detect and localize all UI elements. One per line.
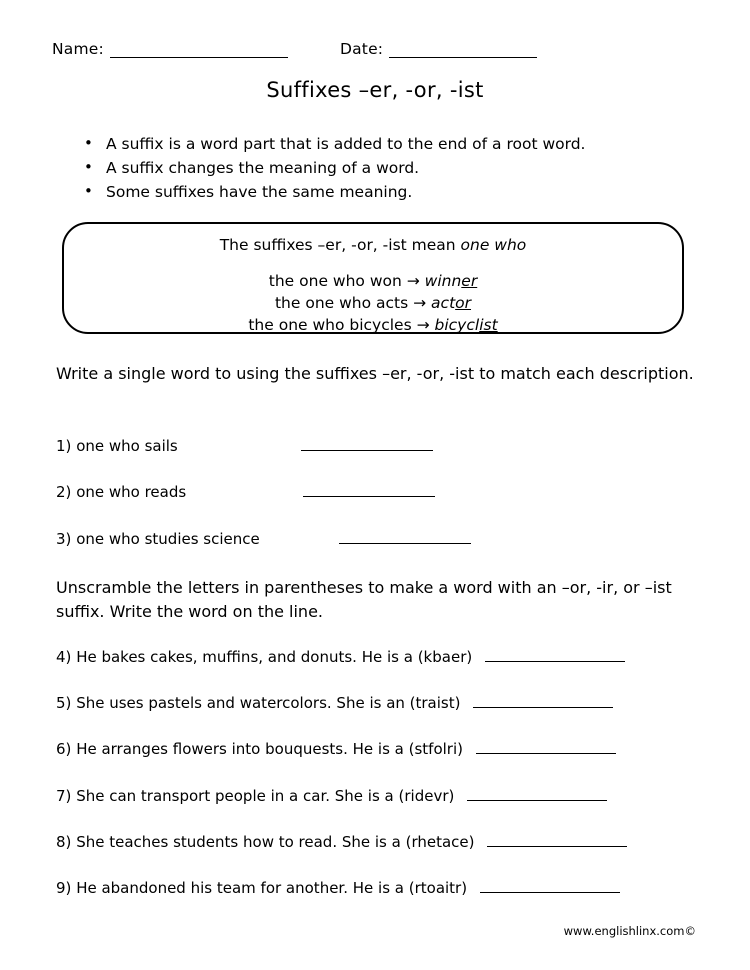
question-item bbox=[56, 648, 625, 666]
question-text: one who sails bbox=[76, 437, 178, 455]
question-item bbox=[56, 694, 613, 712]
definition-example bbox=[64, 314, 682, 336]
question-number: 2) bbox=[56, 483, 72, 501]
question-text: He bakes cakes, muffins, and donuts. He is a (kbaer) bbox=[76, 648, 473, 666]
question-number: 4) bbox=[56, 648, 72, 666]
header-fields bbox=[52, 40, 698, 58]
date-label: Date: bbox=[339, 40, 384, 58]
answer-blank[interactable] bbox=[480, 879, 620, 893]
question-item bbox=[56, 437, 433, 455]
example-suffix: or bbox=[455, 294, 472, 312]
example-prefix: the one who bicycles → bbox=[248, 316, 435, 334]
example-prefix: the one who acts → bbox=[274, 294, 432, 312]
date-field bbox=[340, 40, 537, 58]
definition-heading-plain: The suffixes –er, -or, -ist mean bbox=[219, 236, 461, 254]
name-label: Name: bbox=[52, 40, 104, 58]
date-write-line[interactable] bbox=[389, 43, 537, 58]
site-credit: www.englishlinx.com© bbox=[563, 924, 696, 938]
question-item bbox=[56, 833, 627, 851]
question-item bbox=[56, 879, 620, 897]
definition-heading bbox=[64, 236, 682, 254]
example-root: act bbox=[431, 294, 456, 312]
question-number: 7) bbox=[56, 787, 72, 805]
question-number: 9) bbox=[56, 879, 72, 897]
question-text: She uses pastels and watercolors. She is an (traist) bbox=[76, 694, 461, 712]
list-item: • A suffix is a word part that is added to the end of a root word. bbox=[84, 132, 585, 156]
answer-blank[interactable] bbox=[485, 648, 625, 662]
question-item bbox=[56, 530, 471, 548]
answer-blank[interactable] bbox=[473, 694, 613, 708]
name-write-line[interactable] bbox=[110, 43, 288, 58]
list-item: • A suffix changes the meaning of a word. bbox=[84, 156, 585, 180]
example-root: bicycl bbox=[434, 316, 480, 334]
section1-instruction: Write a single word to using the suffixes –er, -or, -ist to match each description. bbox=[56, 364, 694, 383]
question-text: one who studies science bbox=[76, 530, 260, 548]
list-item: • Some suffixes have the same meaning. bbox=[84, 180, 585, 204]
example-prefix: the one who won → bbox=[268, 272, 425, 290]
question-number: 6) bbox=[56, 740, 72, 758]
question-text: one who reads bbox=[76, 483, 187, 501]
question-text: She can transport people in a car. She is a (ridevr) bbox=[76, 787, 455, 805]
answer-blank[interactable] bbox=[476, 740, 616, 754]
name-field bbox=[52, 40, 288, 58]
example-suffix: ist bbox=[479, 316, 498, 334]
question-number: 8) bbox=[56, 833, 72, 851]
answer-blank[interactable] bbox=[303, 483, 435, 497]
question-text: She teaches students how to read. She is a (rhetace) bbox=[76, 833, 475, 851]
question-number: 3) bbox=[56, 530, 72, 548]
answer-blank[interactable] bbox=[301, 437, 433, 451]
question-item bbox=[56, 740, 616, 758]
question-text: He abandoned his team for another. He is a (rtoaitr) bbox=[76, 879, 468, 897]
question-item bbox=[56, 483, 435, 501]
definition-heading-italic: one who bbox=[460, 236, 527, 254]
question-number: 5) bbox=[56, 694, 72, 712]
question-text: He arranges flowers into bouquests. He is a (stfolri) bbox=[76, 740, 463, 758]
definition-box bbox=[62, 222, 684, 334]
question-item bbox=[56, 787, 607, 805]
definition-example bbox=[64, 270, 682, 292]
answer-blank[interactable] bbox=[339, 530, 471, 544]
example-root: winn bbox=[424, 272, 462, 290]
question-number: 1) bbox=[56, 437, 72, 455]
page-title: Suffixes –er, -or, -ist bbox=[266, 78, 484, 102]
definition-example bbox=[64, 292, 682, 314]
answer-blank[interactable] bbox=[487, 833, 627, 847]
answer-blank[interactable] bbox=[467, 787, 607, 801]
example-suffix: er bbox=[461, 272, 478, 290]
section2-instruction: Unscramble the letters in parentheses to make a word with an –or, -ir, or –ist suffix. Write the word on the line. bbox=[56, 578, 672, 621]
intro-bullet-list bbox=[84, 132, 585, 204]
